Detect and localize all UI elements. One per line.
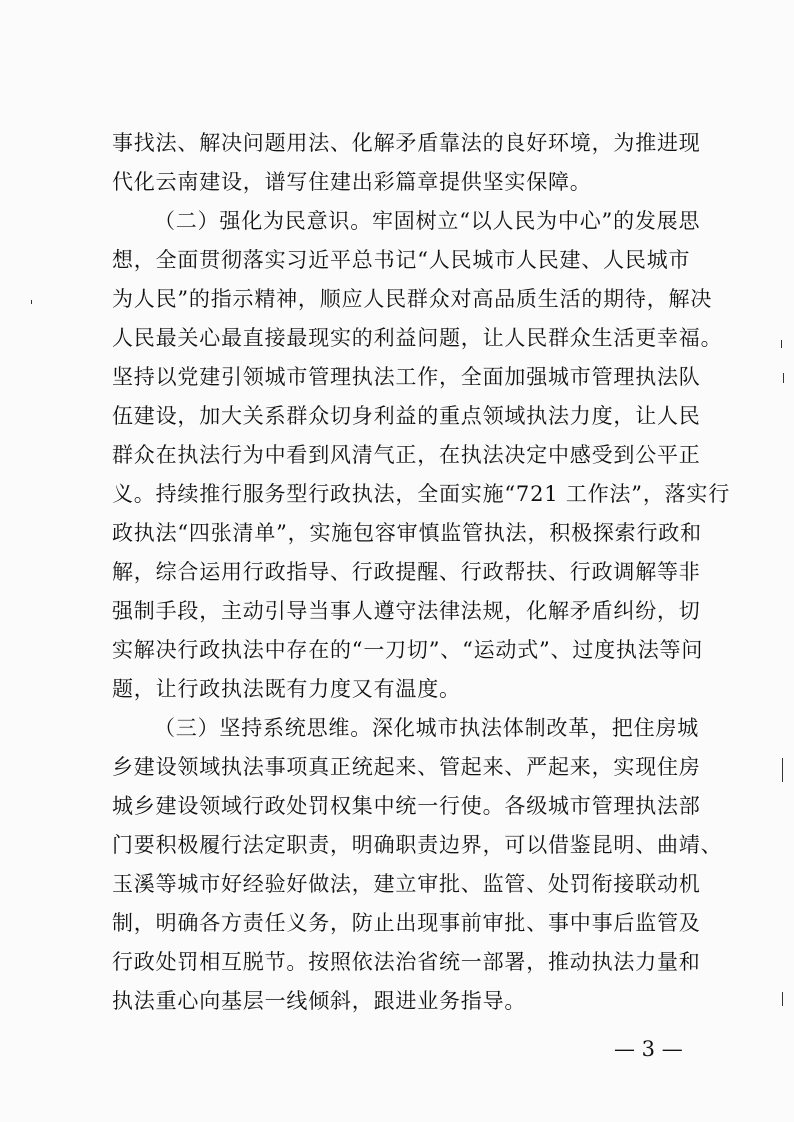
text-line: 制，明确各方责任义务，防止出现事前审批、事中事后监管及 <box>112 911 701 935</box>
scan-edge-mark <box>781 340 782 348</box>
text-line: 题，让行政执法既有力度又有温度。 <box>112 677 461 701</box>
scan-edge-mark <box>31 300 32 304</box>
text-line: 执法重心向基层一线倾斜，跟进业务指导。 <box>112 989 527 1013</box>
document-body <box>112 131 731 1029</box>
section-heading-line: （三）坚持系统思维。深化城市执法体制改革，把住房城 <box>154 716 699 740</box>
text-line: 政执法“四张清单”，实施包容审慎监管执法，积极探索行政和 <box>112 521 702 545</box>
text-line: 解，综合运用行政指导、行政提醒、行政帮扶、行政调解等非 <box>112 560 701 584</box>
scan-edge-mark <box>782 992 783 1006</box>
text-line: 实解决行政执法中存在的“一刀切”、“运动式”、过度执法等问 <box>112 638 704 662</box>
text-line: 城乡建设领域行政处罚权集中统一行使。各级城市管理执法部 <box>112 794 701 818</box>
text-line: 乡建设领域执法事项真正统起来、管起来、严起来，实现住房 <box>112 755 701 779</box>
scan-edge-mark <box>783 373 784 383</box>
text-line: 想，全面贯彻落实习近平总书记“人民城市人民建、人民城市 <box>112 248 691 272</box>
scan-edge-mark <box>782 758 783 782</box>
text-line: 坚持以党建引领城市管理执法工作，全面加强城市管理执法队 <box>112 365 701 389</box>
text-line: 行政处罚相互脱节。按照依法治省统一部署，推动执法力量和 <box>112 950 701 974</box>
text-line: 代化云南建设，谱写住建出彩篇章提供坚实保障。 <box>112 170 592 194</box>
text-line: 事找法、解决问题用法、化解矛盾靠法的良好环境，为推进现 <box>112 131 701 155</box>
text-line: 义。持续推行服务型行政执法，全面实施“721 工作法”，落实行 <box>112 482 731 506</box>
text-line: 强制手段，主动引导当事人遵守法律法规，化解矛盾纠纷，切 <box>112 599 701 623</box>
text-line: 伍建设，加大关系群众切身利益的重点领域执法力度，让人民 <box>112 404 701 428</box>
text-line: 群众在执法行为中看到风清气正，在执法决定中感受到公平正 <box>112 443 701 467</box>
text-line: 人民最关心最直接最现实的利益问题，让人民群众生活更幸福。 <box>112 326 723 350</box>
text-line: 门要积极履行法定职责，明确职责边界，可以借鉴昆明、曲靖、 <box>112 833 723 857</box>
page-number: — 3 — <box>614 1037 683 1061</box>
section-heading-line: （二）强化为民意识。牢固树立“以人民为中心”的发展思 <box>154 209 701 233</box>
text-line: 为人民”的指示精神，顺应人民群众对高品质生活的期待，解决 <box>112 287 713 311</box>
text-line: 玉溪等城市好经验好做法，建立审批、监管、处罚衔接联动机 <box>112 872 701 896</box>
